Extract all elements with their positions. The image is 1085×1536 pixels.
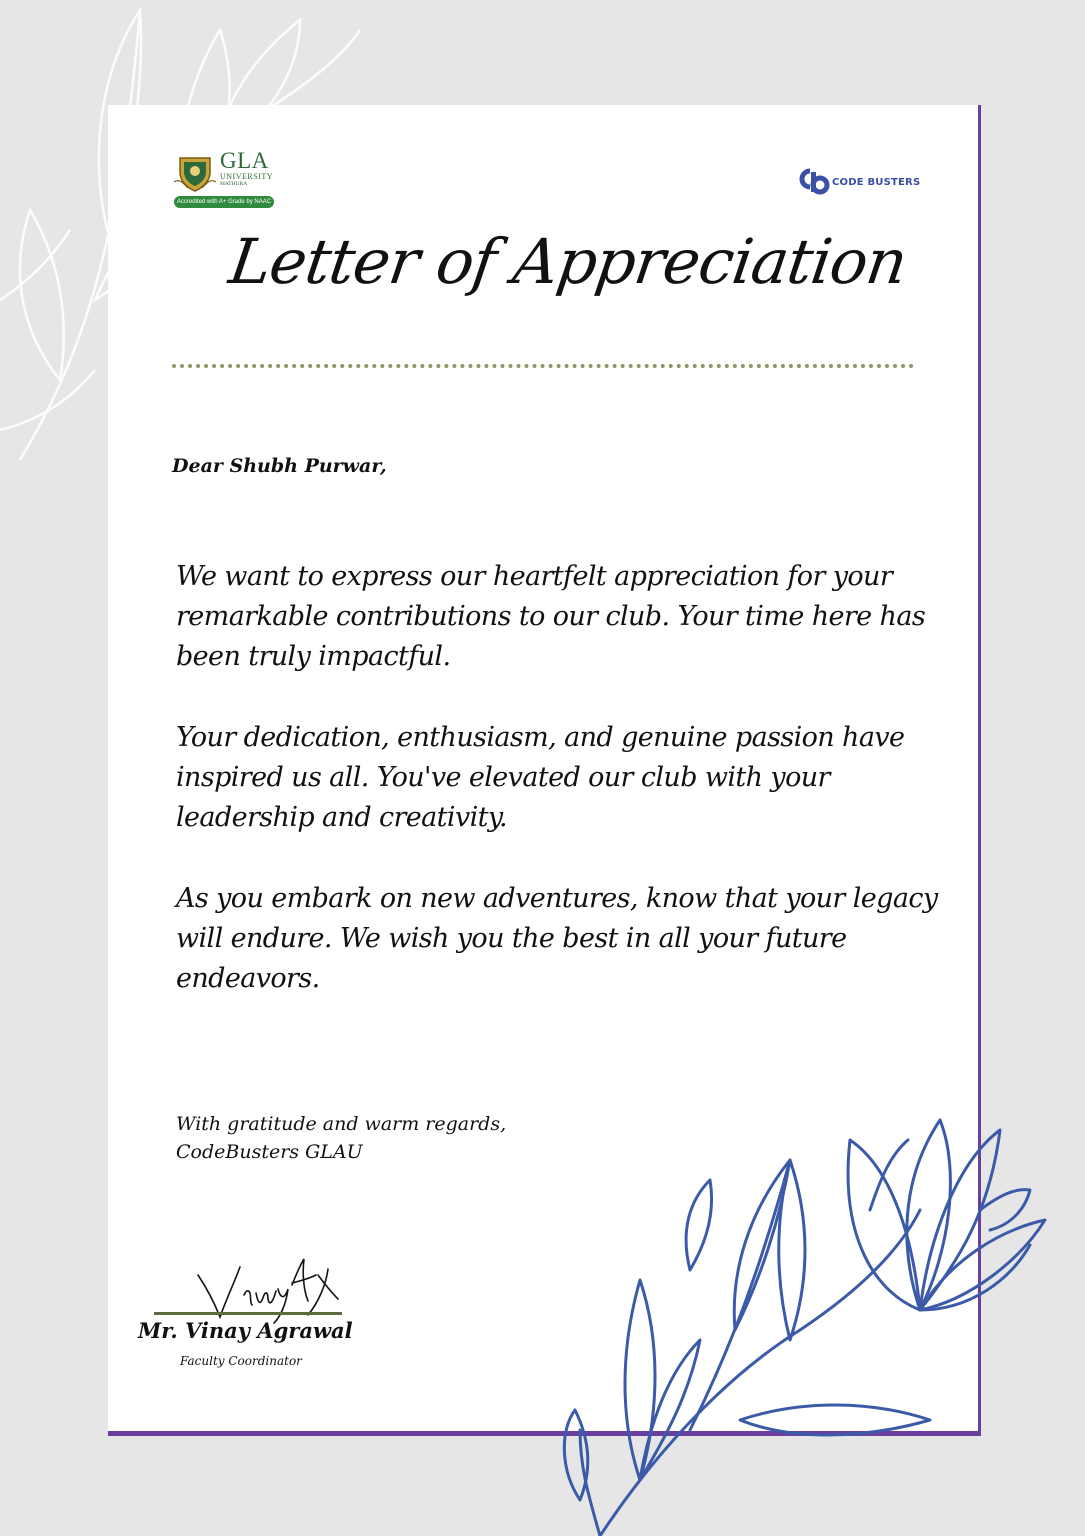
closing <box>176 1110 506 1166</box>
signature-line <box>154 1312 342 1315</box>
signatory-role: Faculty Coordinator <box>180 1354 302 1368</box>
signatory-name: Mr. Vinay Agrawal <box>138 1318 353 1343</box>
naac-accreditation-badge: Accredited with A+ Grade by NAAC <box>174 196 274 208</box>
title-divider <box>172 364 914 368</box>
body-paragraph-2: Your dedication, enthusiasm, and genuine passion have inspired us all. You've elevated our club with your leadership and creativity. <box>176 722 905 833</box>
closing-from: CodeBusters GLAU <box>176 1141 363 1163</box>
gla-wordmark <box>220 150 273 187</box>
closing-line: With gratitude and warm regards, <box>176 1113 507 1135</box>
letter-body <box>176 557 956 1040</box>
body-paragraph-3: As you embark on new adventures, know that your legacy will endure. We wish you the best in all your future endeavors. <box>176 883 938 994</box>
gla-university-logo <box>174 150 284 212</box>
code-busters-mark-icon <box>798 168 830 196</box>
letter-title: Letter of Appreciation <box>225 225 911 298</box>
body-paragraph-1: We want to express our heartfelt appreciation for your remarkable contributions to our club. Your time here has been truly impactful. <box>176 561 926 672</box>
code-busters-text: CODE BUSTERS <box>832 176 921 188</box>
code-busters-logo <box>798 167 920 197</box>
greeting: Dear Shubh Purwar, <box>172 455 387 477</box>
gla-name: GLA <box>220 148 269 173</box>
flower-illustration <box>540 1100 1060 1536</box>
gla-subtitle: UNIVERSITY <box>220 172 273 181</box>
gla-city: MATHURA <box>220 181 248 187</box>
gla-crest-icon <box>174 152 216 192</box>
